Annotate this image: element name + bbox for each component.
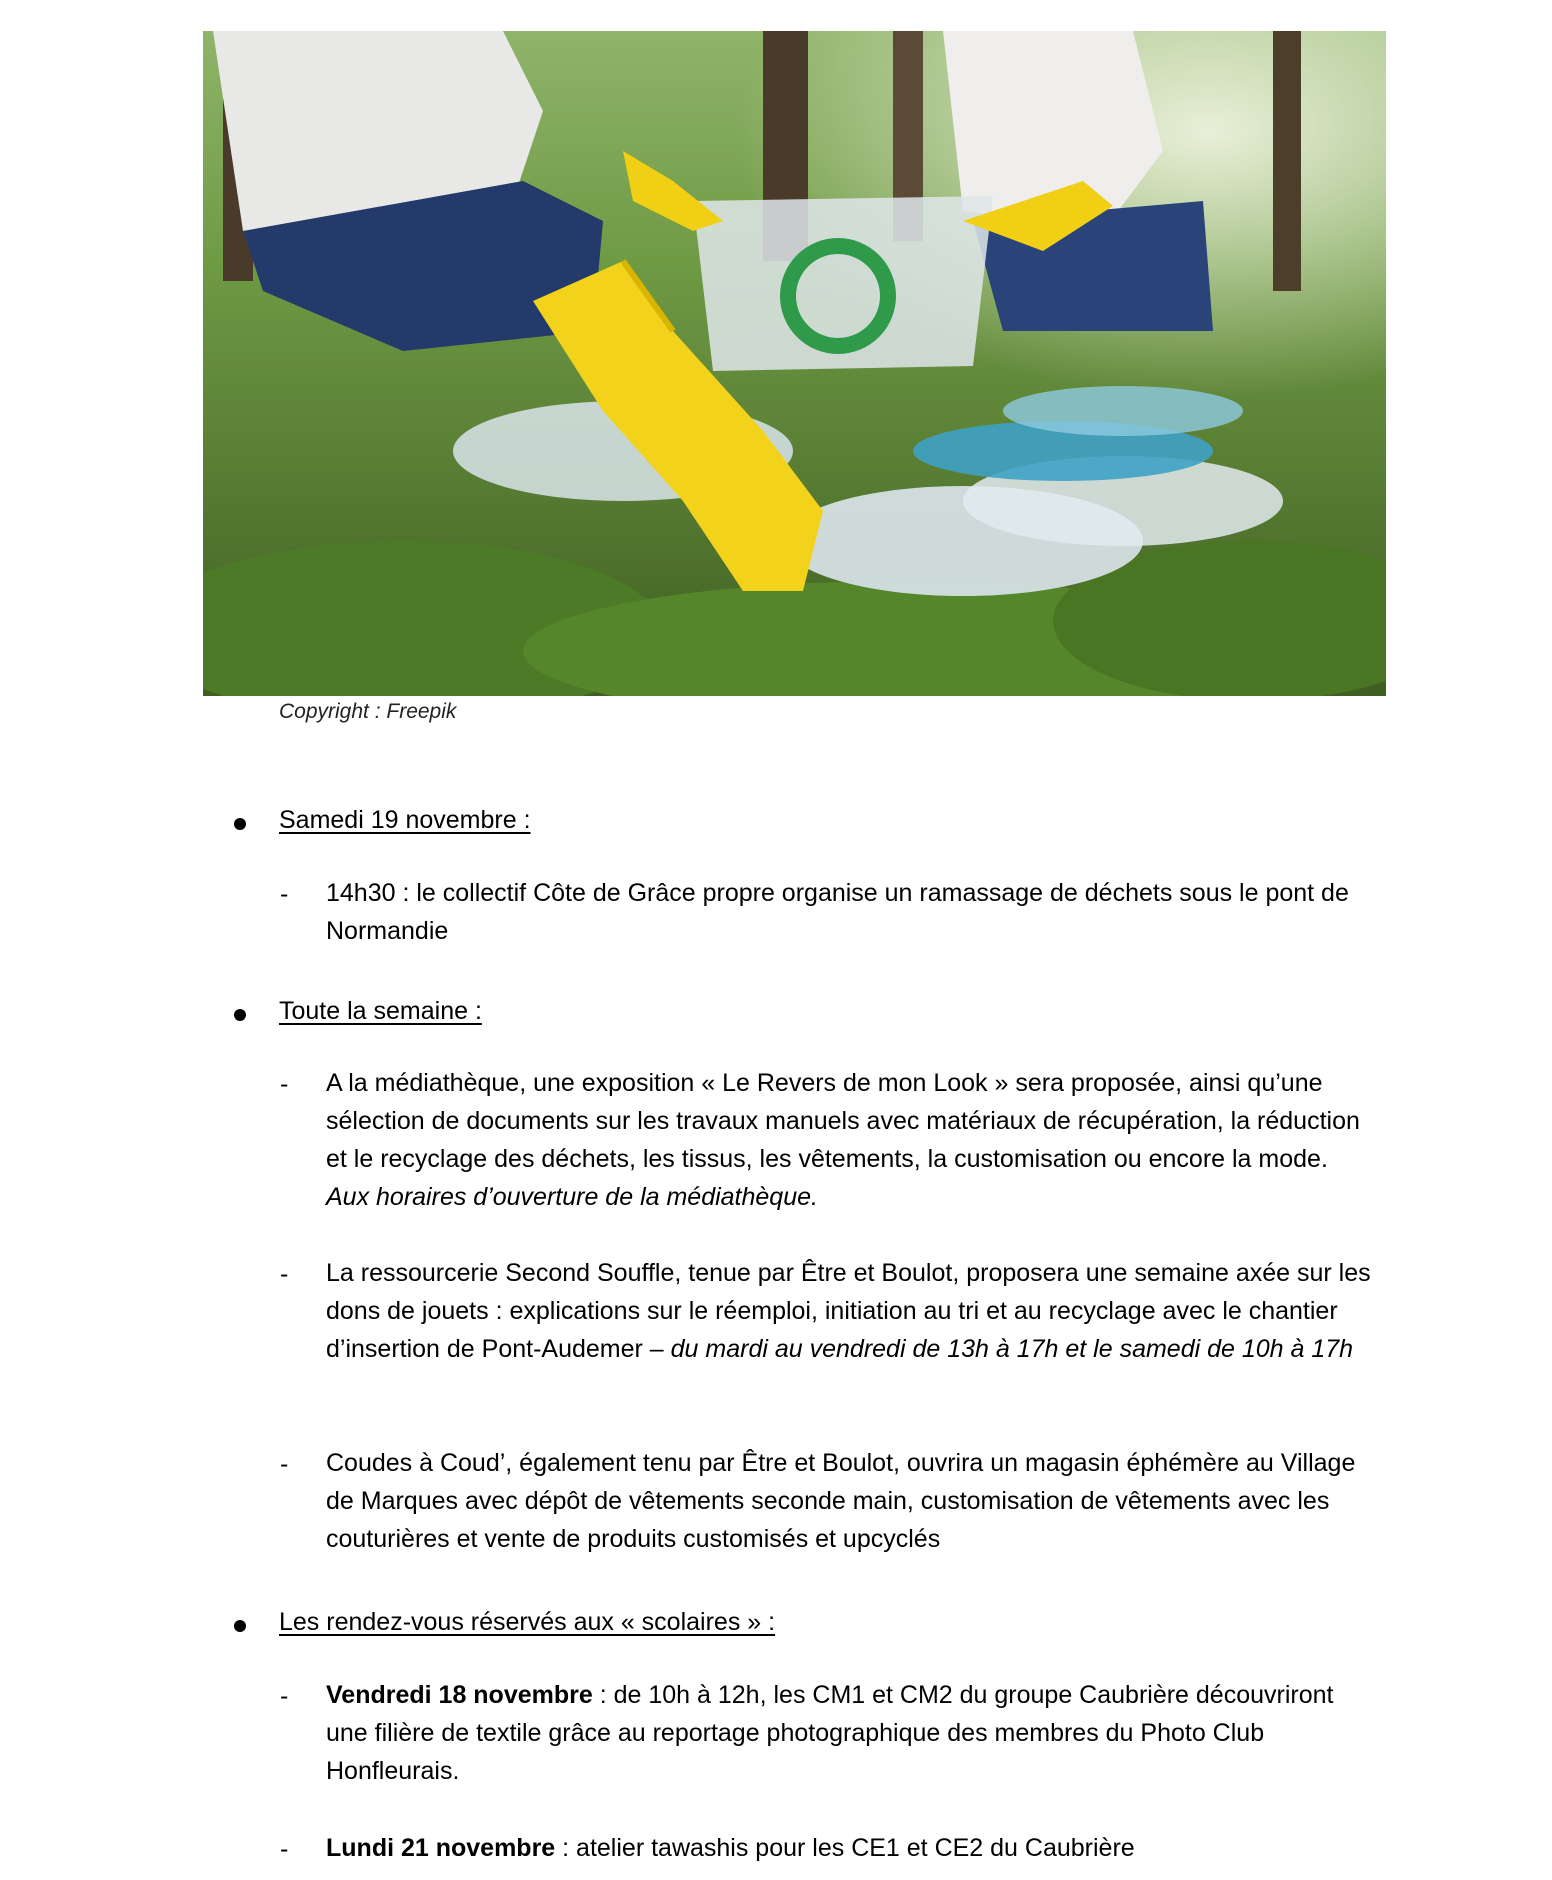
bullet [234, 1620, 246, 1632]
recycling-photo [203, 31, 1386, 696]
dash: - [280, 880, 289, 908]
list-item: 14h30 : le collectif Côte de Grâce propre organise un ramassage de déchets sous le pont de Normandie [326, 879, 1349, 945]
bullet [234, 1009, 246, 1021]
list-item: Vendredi 18 novembre : de 10h à 12h, les CM1 et CM2 du groupe Caubrière découvriront une filière de textile grâce au reportage photographique des membres du Photo Club Honfleurais. [326, 1681, 1334, 1785]
section-heading: Les rendez-vous réservés aux « scolaires » : [279, 1608, 776, 1636]
section-heading: Samedi 19 novembre : [279, 806, 531, 834]
list-item: A la médiathèque, une exposition « Le Revers de mon Look » sera proposée, ainsi qu’une sélection de documents sur les travaux manuels avec matériaux de récupération, la réduction et le recyclage des déchets, les tissus, les vêtements, la customisation ou encore la mode. Aux horaires d’ouverture de la médiathèque. [326, 1069, 1360, 1211]
list-item: Lundi 21 novembre : atelier tawashis pour les CE1 et CE2 du Caubrière [326, 1834, 1135, 1862]
photo-caption: Copyright : Freepik [279, 700, 457, 723]
dash: - [280, 1835, 289, 1863]
dash: - [280, 1070, 289, 1098]
dash: - [280, 1260, 289, 1288]
dash: - [280, 1450, 289, 1478]
list-item: La ressourcerie Second Souffle, tenue par Être et Boulot, proposera une semaine axée sur les dons de jouets : explications sur le réemploi, initiation au tri et au recyclage avec le chantier d’insertion de Pont-Audemer – du mardi au vendredi de 13h à 17h et le samedi de 10h à 17h [326, 1259, 1371, 1363]
section-heading: Toute la semaine : [279, 997, 482, 1025]
bullet [234, 818, 246, 830]
list-item: Coudes à Coud’, également tenu par Être et Boulot, ouvrira un magasin éphémère au Village de Marques avec dépôt de vêtements seconde main, customisation de vêtements avec les couturières et vente de produits customisés et upcyclés [326, 1449, 1356, 1553]
dash: - [280, 1682, 289, 1710]
